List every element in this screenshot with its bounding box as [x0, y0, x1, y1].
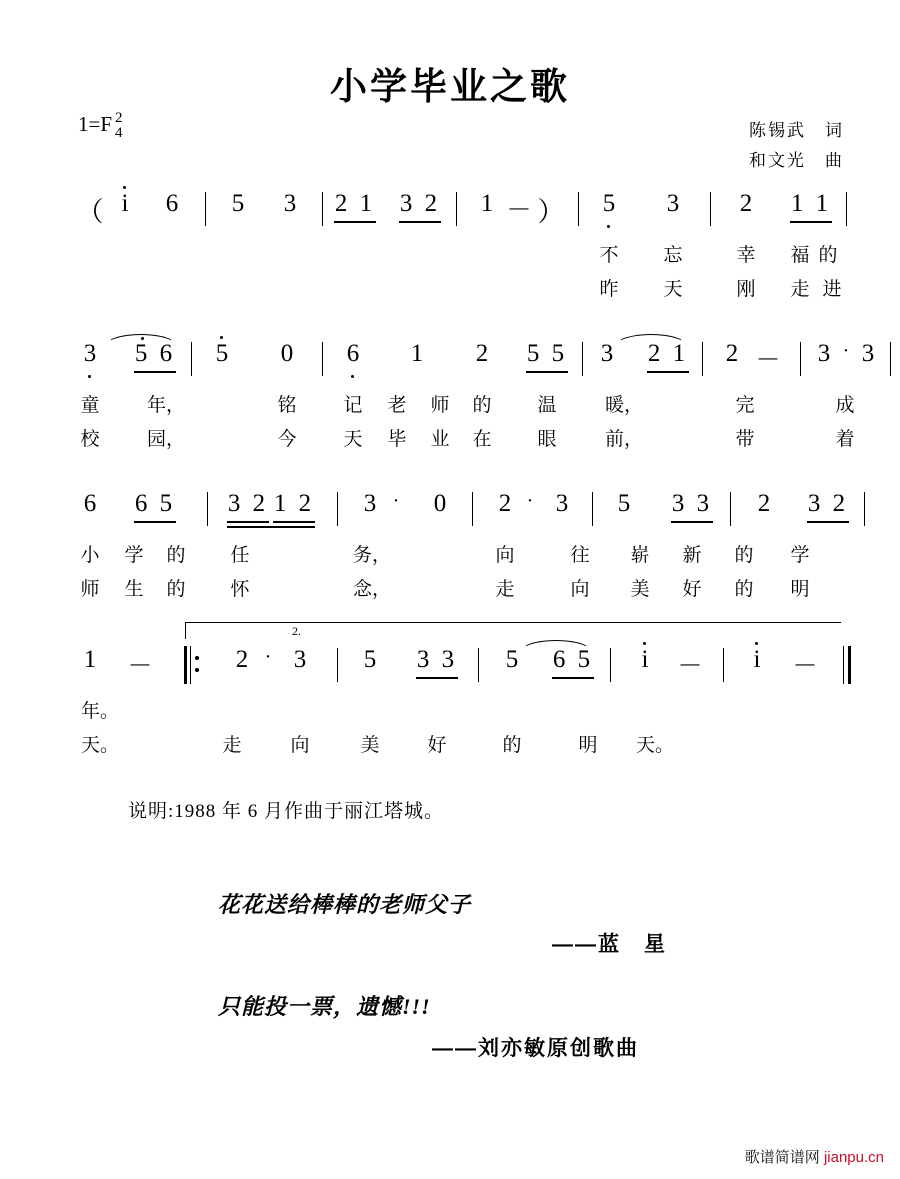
- note-row-2: [0, 340, 900, 386]
- note: 5: [602, 190, 616, 217]
- time-signature-numerator: 2: [115, 110, 123, 126]
- lyric: 年，: [146, 395, 186, 416]
- barline: [191, 342, 192, 376]
- lyric: 暖，: [604, 395, 644, 416]
- lyric: 毕: [387, 429, 407, 450]
- site-name-en: jianpu.cn: [823, 1149, 884, 1166]
- comment-text-1: 花花送给棒棒的老师父子: [218, 892, 472, 917]
- lyric: 天: [343, 429, 363, 450]
- note: 1: [480, 190, 494, 217]
- lyric: 的: [734, 545, 754, 566]
- barline: [478, 648, 479, 682]
- note: 6: [165, 190, 179, 217]
- lyric: 学: [124, 545, 144, 566]
- note: 3: [555, 490, 569, 517]
- note-row-3: [0, 490, 900, 536]
- note-dash: －: [127, 653, 153, 680]
- note-beamed: 2 1: [647, 340, 689, 367]
- barline: [578, 192, 579, 226]
- octave-dot-high: [123, 186, 126, 189]
- lyric: 好: [682, 579, 702, 600]
- lyric: 校: [80, 429, 100, 450]
- barline: [456, 192, 457, 226]
- barline: [846, 192, 847, 226]
- note: 3: [666, 190, 680, 217]
- lyric: 福: [790, 245, 810, 266]
- comment-signature-1: ——蓝 星: [552, 933, 667, 956]
- lyric-row-4b: [0, 730, 900, 764]
- note: i: [121, 190, 129, 217]
- note-beamed: 2 1: [334, 190, 376, 217]
- time-signature-denominator: 4: [115, 125, 123, 141]
- lyric: 老: [387, 395, 407, 416]
- music-system-4: [0, 624, 900, 764]
- octave-dot-high: [643, 642, 646, 645]
- time-signature: [115, 111, 123, 141]
- lyric: 眼: [537, 429, 557, 450]
- lyric: 今: [277, 429, 297, 450]
- barline: [592, 492, 593, 526]
- lyric: 童: [80, 395, 100, 416]
- note-beamed: 1 1: [790, 190, 832, 217]
- note: 5: [505, 646, 519, 673]
- note: 6: [83, 490, 97, 517]
- lyric: 明: [578, 735, 598, 756]
- lyric: 天。: [635, 735, 675, 756]
- augmentation-dot: ·: [526, 490, 534, 512]
- note-beamed: 3 2: [399, 190, 441, 217]
- augmentation-dot: ·: [392, 490, 400, 512]
- note: 2: [725, 340, 739, 367]
- note: i: [641, 646, 649, 673]
- lyric: 向: [570, 579, 590, 600]
- beam: [790, 221, 832, 223]
- lyric: 的: [734, 579, 754, 600]
- note: 5: [617, 490, 631, 517]
- lyric-row-2b: [0, 424, 900, 458]
- lyric: 明: [790, 579, 810, 600]
- beam: [399, 221, 441, 223]
- beam: [134, 521, 176, 523]
- beam: [227, 521, 269, 523]
- lyric-row-3a: [0, 540, 900, 574]
- lyric: 完: [735, 395, 755, 416]
- lyric: 在: [472, 429, 492, 450]
- lyric: 业: [430, 429, 450, 450]
- lyric: 新: [682, 545, 702, 566]
- octave-dot-high: [220, 336, 223, 339]
- lyric: 往: [570, 545, 590, 566]
- beam: [134, 371, 176, 373]
- note: 5: [363, 646, 377, 673]
- lyric: 天。: [80, 735, 120, 756]
- barline: [322, 192, 323, 226]
- lyric: 怀: [230, 579, 250, 600]
- augmentation-dot: ·: [842, 340, 850, 362]
- note: 2: [498, 490, 512, 517]
- key-signature: 1=F: [78, 112, 113, 136]
- note: 2: [235, 646, 249, 673]
- beam: [416, 677, 458, 679]
- note-row-1: [0, 190, 900, 236]
- page-title: 小学毕业之歌: [330, 67, 570, 108]
- note: 3: [283, 190, 297, 217]
- note: 0: [280, 340, 294, 367]
- lyric: 忘: [663, 245, 683, 266]
- lyric: 美: [630, 579, 650, 600]
- music-system-1: [0, 190, 900, 308]
- lyric: 园，: [146, 429, 186, 450]
- lyric: 走: [222, 735, 242, 756]
- site-watermark: [745, 1146, 884, 1167]
- lyric: 温: [537, 395, 557, 416]
- beam: [334, 221, 376, 223]
- lyricist: 陈锡武 词: [749, 121, 844, 140]
- lyric: 务，: [352, 545, 392, 566]
- note: i: [753, 646, 761, 673]
- barline: [730, 492, 731, 526]
- lyric: 不: [599, 245, 619, 266]
- lyric: 昨: [599, 279, 619, 300]
- note-row-4: [0, 646, 900, 692]
- lyric: 前，: [604, 429, 644, 450]
- note-beamed: 3 2: [807, 490, 849, 517]
- lyric-row-3b: [0, 574, 900, 608]
- lyric: 成: [835, 395, 855, 416]
- music-system-2: [0, 340, 900, 458]
- lyric-row-4a: [0, 696, 900, 730]
- lyric: 向: [495, 545, 515, 566]
- beam: [273, 521, 315, 523]
- beam: [647, 371, 689, 373]
- site-name-cn: 歌谱简谱网: [744, 1149, 820, 1166]
- barline: [322, 342, 323, 376]
- barline: [337, 648, 338, 682]
- barline: [890, 342, 891, 376]
- footnote: 说明:1988 年 6 月作曲于丽江塔城。: [128, 801, 445, 822]
- lyric: 小: [80, 545, 100, 566]
- lyric: 的: [472, 395, 492, 416]
- lyric: 着: [835, 429, 855, 450]
- lyric: 走: [495, 579, 515, 600]
- lyric-row-1b: [0, 274, 900, 308]
- octave-dot-high: [755, 642, 758, 645]
- beam: [526, 371, 568, 373]
- lyric: 的: [502, 735, 522, 756]
- note: 1: [83, 646, 97, 673]
- barline: [710, 192, 711, 226]
- note: 3: [861, 340, 875, 367]
- note: 2: [739, 190, 753, 217]
- barline: [800, 342, 801, 376]
- note-beamed: 3 3: [416, 646, 458, 673]
- lyric: 天: [663, 279, 683, 300]
- note-dash: －: [792, 653, 818, 680]
- note-dash: －: [506, 197, 532, 224]
- note-beamed: 3 2: [227, 490, 269, 517]
- note-beamed: 6 5: [552, 646, 594, 673]
- lyric: 年。: [80, 701, 120, 722]
- note: 6: [346, 340, 360, 367]
- lyric: 好: [427, 735, 447, 756]
- note: 0: [433, 490, 447, 517]
- lyric: 幸: [736, 245, 756, 266]
- music-system-3: [0, 490, 900, 608]
- barline: [610, 648, 611, 682]
- note: 3: [363, 490, 377, 517]
- lyric: 的: [166, 545, 186, 566]
- barline: [582, 342, 583, 376]
- lyric: 走: [790, 279, 810, 300]
- note-dash: －: [755, 347, 781, 374]
- note-beamed: 6 5: [134, 490, 176, 517]
- key-time-signature: [78, 112, 123, 142]
- note: 3: [83, 340, 97, 367]
- barline: [472, 492, 473, 526]
- lyric: 向: [290, 735, 310, 756]
- octave-dot-low: [351, 375, 354, 378]
- lyric: 师: [80, 579, 100, 600]
- octave-dot-low: [607, 225, 610, 228]
- beam: [807, 521, 849, 523]
- lyric-row-1a: [0, 240, 900, 274]
- lyric: 崭: [630, 545, 650, 566]
- augmentation-dot: ·: [264, 646, 272, 668]
- note: 3: [293, 646, 307, 673]
- barline: [864, 492, 865, 526]
- note: 2: [475, 340, 489, 367]
- lyric: 进: [822, 279, 842, 300]
- lyric: 的: [166, 579, 186, 600]
- note-beamed: 1 2: [273, 490, 315, 517]
- note-beamed: 5 5: [526, 340, 568, 367]
- lyric: 带: [735, 429, 755, 450]
- note: 2: [757, 490, 771, 517]
- barline: [723, 648, 724, 682]
- comment-signature-2: ——刘亦敏原创歌曲: [432, 1037, 639, 1060]
- lyric: 学: [790, 545, 810, 566]
- lyric: 师: [430, 395, 450, 416]
- beam-secondary: [227, 526, 315, 528]
- lyric: 美: [360, 735, 380, 756]
- note-dash: －: [677, 653, 703, 680]
- octave-dot-low: [88, 375, 91, 378]
- lyric: 记: [343, 395, 363, 416]
- beam: [671, 521, 713, 523]
- lyric-row-2a: [0, 390, 900, 424]
- beam: [552, 677, 594, 679]
- note-beamed: 3 3: [671, 490, 713, 517]
- credits: [749, 116, 844, 176]
- lyric: 的: [818, 245, 838, 266]
- note: （: [76, 197, 104, 227]
- lyric: 铭: [277, 395, 297, 416]
- barline: [205, 192, 206, 226]
- barline: [207, 492, 208, 526]
- composer: 和文光 曲: [749, 151, 844, 170]
- note: ）: [537, 197, 565, 227]
- lyric: 生: [124, 579, 144, 600]
- lyric: 刚: [736, 279, 756, 300]
- octave-dot-high: [141, 337, 144, 340]
- note: 3: [600, 340, 614, 367]
- lyric: 念，: [352, 579, 392, 600]
- ending-label: 2.: [292, 624, 301, 638]
- comment-text-2: 只能投一票，遗憾!!!: [218, 994, 431, 1019]
- ending-bracket: [185, 622, 841, 639]
- barline: [337, 492, 338, 526]
- note: 1: [410, 340, 424, 367]
- note-beamed: 5 6: [134, 340, 176, 367]
- note: 5: [215, 340, 229, 367]
- note: 5: [231, 190, 245, 217]
- lyric: 任: [230, 545, 250, 566]
- note: 3: [817, 340, 831, 367]
- barline: [702, 342, 703, 376]
